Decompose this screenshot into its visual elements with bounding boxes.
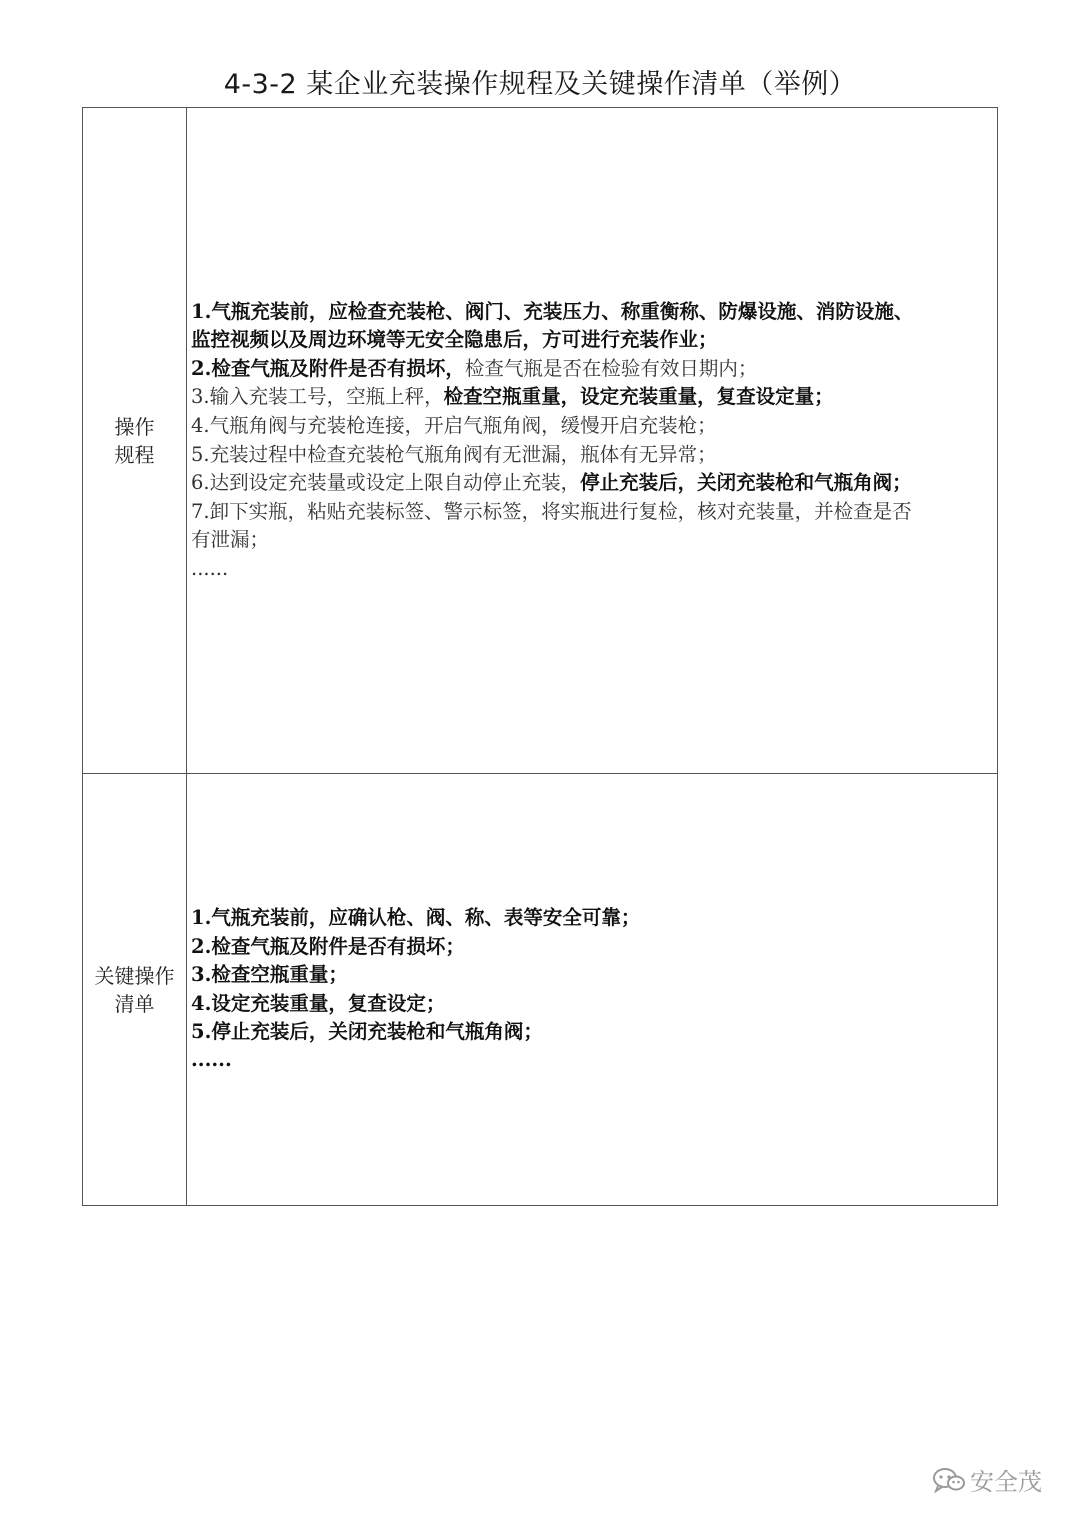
step-line xyxy=(191,383,991,412)
table-row-key-operations xyxy=(83,774,997,1205)
step-line xyxy=(191,498,991,527)
step-text: 检查气瓶及附件是否有损坏； xyxy=(211,934,465,958)
step-text: 有泄漏； xyxy=(191,528,270,552)
step-text: 3. xyxy=(191,963,212,987)
step-text: 1. xyxy=(191,299,212,323)
row-label-line: 关键操作 xyxy=(94,963,175,988)
wechat-icon xyxy=(932,1467,966,1493)
step-line xyxy=(191,961,991,989)
watermark xyxy=(932,1462,1042,1497)
step-text: 检查气瓶及附件是否有损坏， xyxy=(211,356,465,380)
step-text: 7.卸下实瓶，粘贴充装标签、警示标签，将实瓶进行复检，核对充装量，并检查是否 xyxy=(191,499,912,523)
step-text: 检查空瓶重量； xyxy=(211,963,348,987)
step-text: 6.达到设定充装量或设定上限自动停止充装， xyxy=(191,471,581,495)
row-label-line: 清单 xyxy=(114,991,155,1016)
step-text: 3.输入充装工号，空瓶上秤， xyxy=(191,385,444,409)
key-operation-list xyxy=(191,904,991,1074)
row-label-procedure xyxy=(83,108,187,773)
step-line xyxy=(191,933,991,961)
step-text: 2. xyxy=(191,934,212,958)
procedure-steps xyxy=(191,298,991,584)
step-text: 2. xyxy=(191,356,212,380)
step-text: 气瓶充装前，应检查充装枪、阀门、充装压力、称重衡称、防爆设施、消防设施、 xyxy=(211,299,914,323)
step-text: ...... xyxy=(191,1048,232,1072)
row-label-line: 规程 xyxy=(114,442,155,467)
step-text: 停止充装后，关闭充装枪和气瓶角阀； xyxy=(580,471,912,495)
step-line xyxy=(191,1018,991,1046)
step-line xyxy=(191,469,991,498)
step-text: 停止充装后，关闭充装枪和气瓶角阀； xyxy=(211,1019,543,1043)
step-line xyxy=(191,355,991,384)
step-text: 1. xyxy=(191,906,212,930)
step-text: 设定充装重量，复查设定； xyxy=(211,991,446,1015)
step-text: 4.气瓶角阀与充装枪连接，开启气瓶角阀，缓慢开启充装枪； xyxy=(191,413,717,437)
step-text: 监控视频以及周边环境等无安全隐患后，方可进行充装作业； xyxy=(191,328,718,352)
step-text: 5.充装过程中检查充装枪气瓶角阀有无泄漏，瓶体有无异常； xyxy=(191,442,717,466)
procedure-table xyxy=(82,107,998,1206)
step-text: 检查空瓶重量，设定充装重量，复查设定量； xyxy=(443,385,834,409)
step-line xyxy=(191,1046,991,1074)
step-text: ...... xyxy=(191,556,229,580)
step-line xyxy=(191,526,991,555)
step-text: 5. xyxy=(191,1019,212,1043)
step-text: 气瓶充装前，应确认枪、阀、称、表等安全可靠； xyxy=(211,906,641,930)
row-content-key-operations xyxy=(187,774,997,1205)
watermark-text: 安全茂 xyxy=(970,1468,1042,1496)
step-line xyxy=(191,904,991,932)
row-content-procedure xyxy=(187,108,997,773)
step-line xyxy=(191,298,991,327)
step-text: 4. xyxy=(191,991,212,1015)
row-label-line: 操作 xyxy=(114,414,155,439)
step-line xyxy=(191,412,991,441)
page-title: 4-3-2 某企业充装操作规程及关键操作清单（举例） xyxy=(223,69,857,100)
step-line xyxy=(191,555,991,584)
step-text: 检查气瓶是否在检验有效日期内； xyxy=(464,356,758,380)
step-line xyxy=(191,326,991,355)
row-label-key-operations xyxy=(83,774,187,1205)
step-line xyxy=(191,990,991,1018)
table-row-procedure xyxy=(83,108,997,774)
step-line xyxy=(191,441,991,470)
